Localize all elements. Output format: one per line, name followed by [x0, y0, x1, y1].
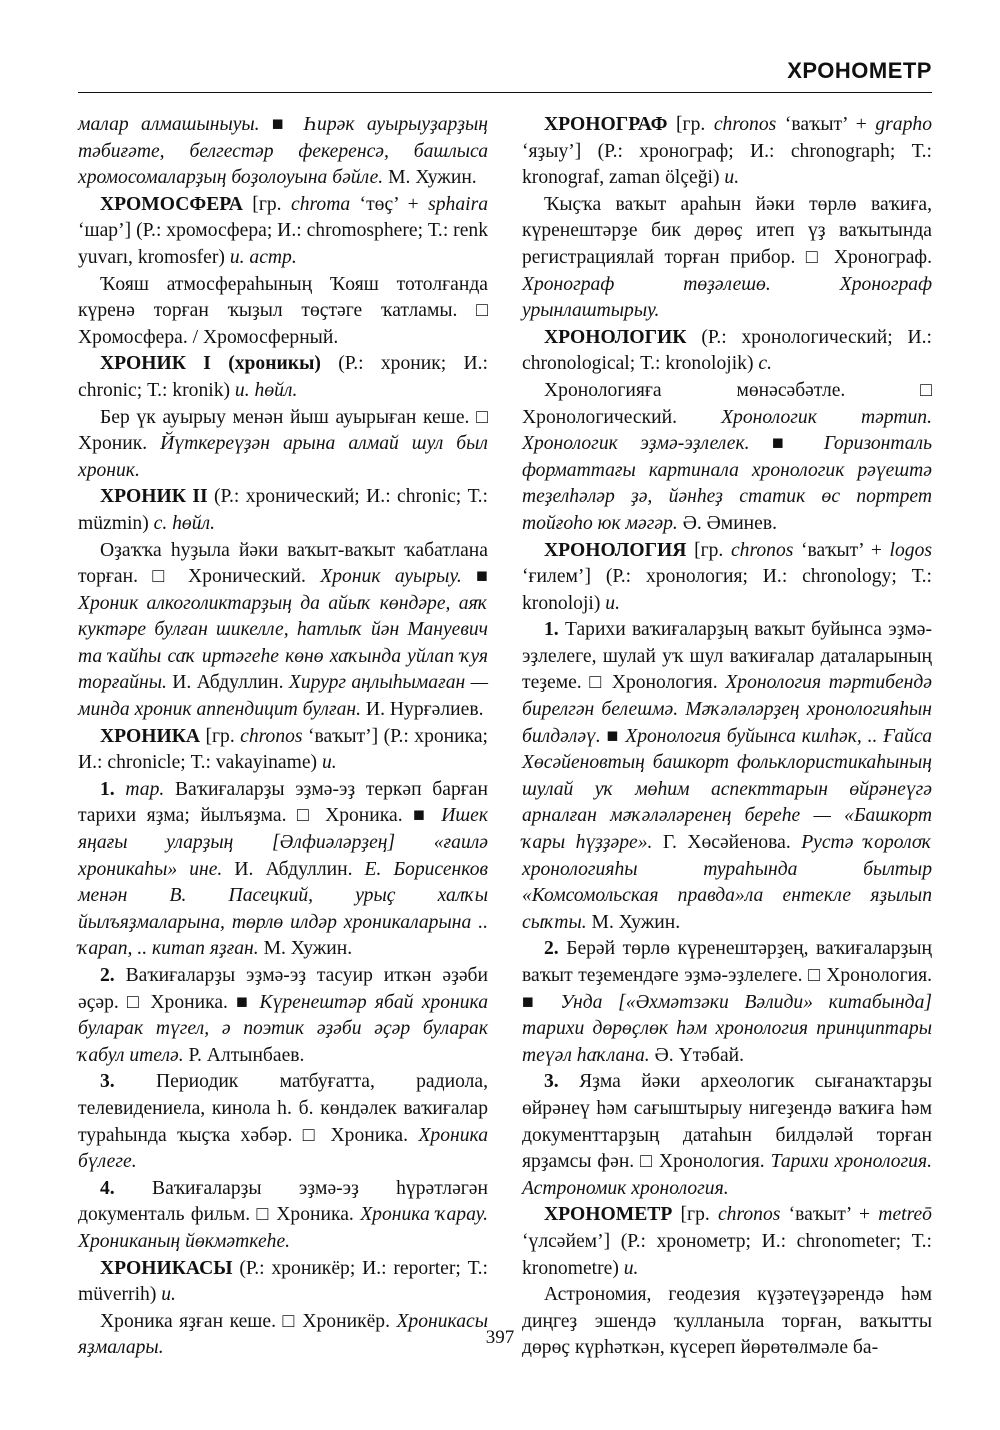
left-column	[78, 112, 488, 1362]
dictionary-paragraph: ХРОНОЛОГИЯ [гр. chronos ‘ваҡыт’ + logos ‘ғилем’] (Р.: хронология; И.: chronology; Т.: kronoloji) и.	[522, 539, 932, 614]
dictionary-paragraph: 3. Периодик матбуғатта, радиола, телевидениела, кинола һ. б. көндәлек ваҡиғалар тураһында ҡыҫҡа хәбәр. □ Хроника. Хроника бүлеге.	[78, 1071, 488, 1173]
right-column	[522, 112, 932, 1362]
dictionary-paragraph: Астрономия, геодезия күҙәтеүҙәрендә һәм диңгеҙ эшендә ҡулланыла торған, ваҡытты дөрөҫ күрһәткән, күсереп йөрөтөлмәле ба-	[522, 1284, 932, 1359]
dictionary-paragraph: малар алмашыныуы. ■ Һирәк ауырыуҙарҙың тәбиғәте, белгестәр фекеренсә, башлыса хромосомаларҙың боҙолоуына бәйле. М. Хужин.	[78, 114, 488, 189]
dictionary-paragraph: 3. Яҙма йәки археологик сығанаҡтарҙы өйрәнеү һәм сағыштырыу нигеҙендә ваҡиға һәм документтарҙың датаһын билдәләй торған ярҙамсы фән. □ Хронология. Тарихи хронология. Астрономик хронология.	[522, 1071, 932, 1199]
dictionary-paragraph: ХРОНИК II (Р.: хронический; И.: chronic; Т.: müzmin) с. һөйл.	[78, 486, 488, 534]
dictionary-paragraph: ХРОНОМЕТР [гр. chronos ‘ваҡыт’ + metreō ‘үлсәйем’] (Р.: хронометр; И.: chronometer; Т.: kronometre) и.	[522, 1204, 932, 1279]
page-number: 397	[485, 1327, 515, 1348]
dictionary-paragraph: ХРОНИК I (хроникы) (Р.: хроник; И.: chronic; Т.: kronik) и. һөйл.	[78, 353, 488, 401]
dictionary-paragraph: 2. Ваҡиғаларҙы эҙмә-эҙ тасуир иткән әҙәби әҫәр. □ Хроника. ■ Күренештәр ябай хроника буларак түгел, ә поэтик әҙәби әҫәр буларак ҡабул ителә. Р. Алтынбаев.	[78, 965, 488, 1066]
running-head-title: ХРОНОМЕТР	[787, 58, 932, 83]
dictionary-paragraph: ХРОНОГРАФ [гр. chronos ‘ваҡыт’ + grapho ‘яҙыу’] (Р.: хронограф; И.: chronograph; Т.: kronograf, zaman ölçeği) и.	[522, 114, 932, 189]
dictionary-paragraph: Бер үк ауырыу менән йыш ауырыған кеше. □ Хроник. Йүткереүҙән арына алмай шул был хроник.	[78, 406, 488, 481]
dictionary-paragraph: Ҡыҫҡа ваҡыт араһын йәки төрлө ваҡиға, күренештәрҙе бик дөрөҫ итеп үҙ ваҡытында регистрациялай торған прибор. □ Хронограф. Хронограф төҙәлешө. Хронограф урынлаштырыу.	[522, 193, 932, 322]
running-head	[78, 52, 932, 93]
dictionary-paragraph: Хронологияға мөнәсәбәтле. □ Хронологический. Хронологик тәртип. Хронологик эҙмә-эҙлелек. ■ Горизонталь форматтағы картинала хронологик рәүештә теҙелһәләр ҙә, йәнһеҙ статик өс портрет тойғоһо юк мәгәр. Ә. Әминев.	[522, 379, 932, 534]
dictionary-paragraph: 4. Ваҡиғаларҙы эҙмә-эҙ һүрәтләгән документаль фильм. □ Хроника. Хроника ҡарау. Хрониканың йөкмәткеһе.	[78, 1177, 489, 1252]
dictionary-paragraph: ХРОМОСФЕРА [гр. chroma ‘төҫ’ + sphaira ‘шар’] (Р.: хромосфера; И.: chromosphere; Т.: renk yuvarı, kromosfer) и. астр.	[78, 193, 488, 268]
dictionary-paragraph: 2. Берәй төрлө күренештәрҙең, ваҡиғаларҙың ваҡыт теҙемендәге эҙмә-эҙлелеге. □ Хронология. ■ Унда [«Әхмәтзәки Вәлиди» китабында] тарихи дөрөҫлөк һәм хронология принциптары теүәл һаҡлана. Ә. Үтәбай.	[522, 938, 932, 1066]
dictionary-paragraph: 1. тар. Ваҡиғаларҙы эҙмә-эҙ теркәп барған тарихи яҙма; йылъяҙма. □ Хроника. ■ Ишек яңағы уларҙың [Әлфиәләрҙең] «ғаилә хроникаһы» ине. И. Абдуллин. Е. Борисенков менән В. Пасецкий, урыҫ халҡы йылъяҙмаларына, төрлө илдәр хроникаларына .. ҡарап, .. китап яҙған. М. Хужин.	[78, 778, 489, 960]
dictionary-paragraph: ХРОНИКА [гр. chronos ‘ваҡыт’] (Р.: хроника; И.: chronicle; Т.: vakayiname) и.	[78, 725, 488, 774]
dictionary-paragraph: Хроника яҙған кеше. □ Хроникёр. Хроникасы яҙмалары.	[78, 1310, 488, 1359]
dictionary-paragraph: ХРОНОЛОГИК (Р.: хронологический; И.: chronological; Т.: kronolojik) с.	[522, 326, 932, 375]
dictionary-paragraph: Оҙаҡҡа һуҙыла йәки ваҡыт-ваҡыт ҡабатлана торған. □ Хронический. Хроник ауырыу. ■ Хроник алкоголиктарҙың да айыҡ көндәре, аяҡ куктәре булған шикелле, һатлыҡ йән Мануевич та ҡайһы саҡ иртәгеһе көнө хаҡында уйлап ҡуя торғайны. И. Абдуллин. Хирург аңлыһымаған — минда хроник аппендицит булған. И. Нурғәлиев.	[78, 539, 489, 721]
dictionary-paragraph: ХРОНИКАСЫ (Р.: хроникёр; И.: reporter; Т.: müverrih) и.	[78, 1257, 488, 1306]
dictionary-paragraph: Ҡояш атмосфераһының Ҡояш тотолғанда күренә торған ҡыҙыл төҫтәге ҡатламы. □ Хромосфера. / Хромосферный.	[78, 273, 488, 348]
dictionary-paragraph: 1. Тарихи ваҡиғаларҙың ваҡыт буйынса эҙмә-эҙлелеге, шулай уҡ шул ваҡиғалар даталарының теҙеме. □ Хронология. Хронология тәртибендә бирелгән белешмә. Мәҡәләләрҙең хронологияһын билдәләү. ■ Хронология буйынса килһәк, .. Ғайса Хөсәйеновтың башкорт фольклористикаһының шулай уҡ мөһим аспекттарын өйрәнеүгә арналған мәҡәләләренең береһе — «Башкорт ҡары һүҙҙәре». Г. Хөсәйенова. Рустә ҡоролоҡ хронологияһы тураһында былтыр «Комсомольская правда»ла ентекле яҙылып сыҡты. М. Хужин.	[522, 619, 932, 933]
